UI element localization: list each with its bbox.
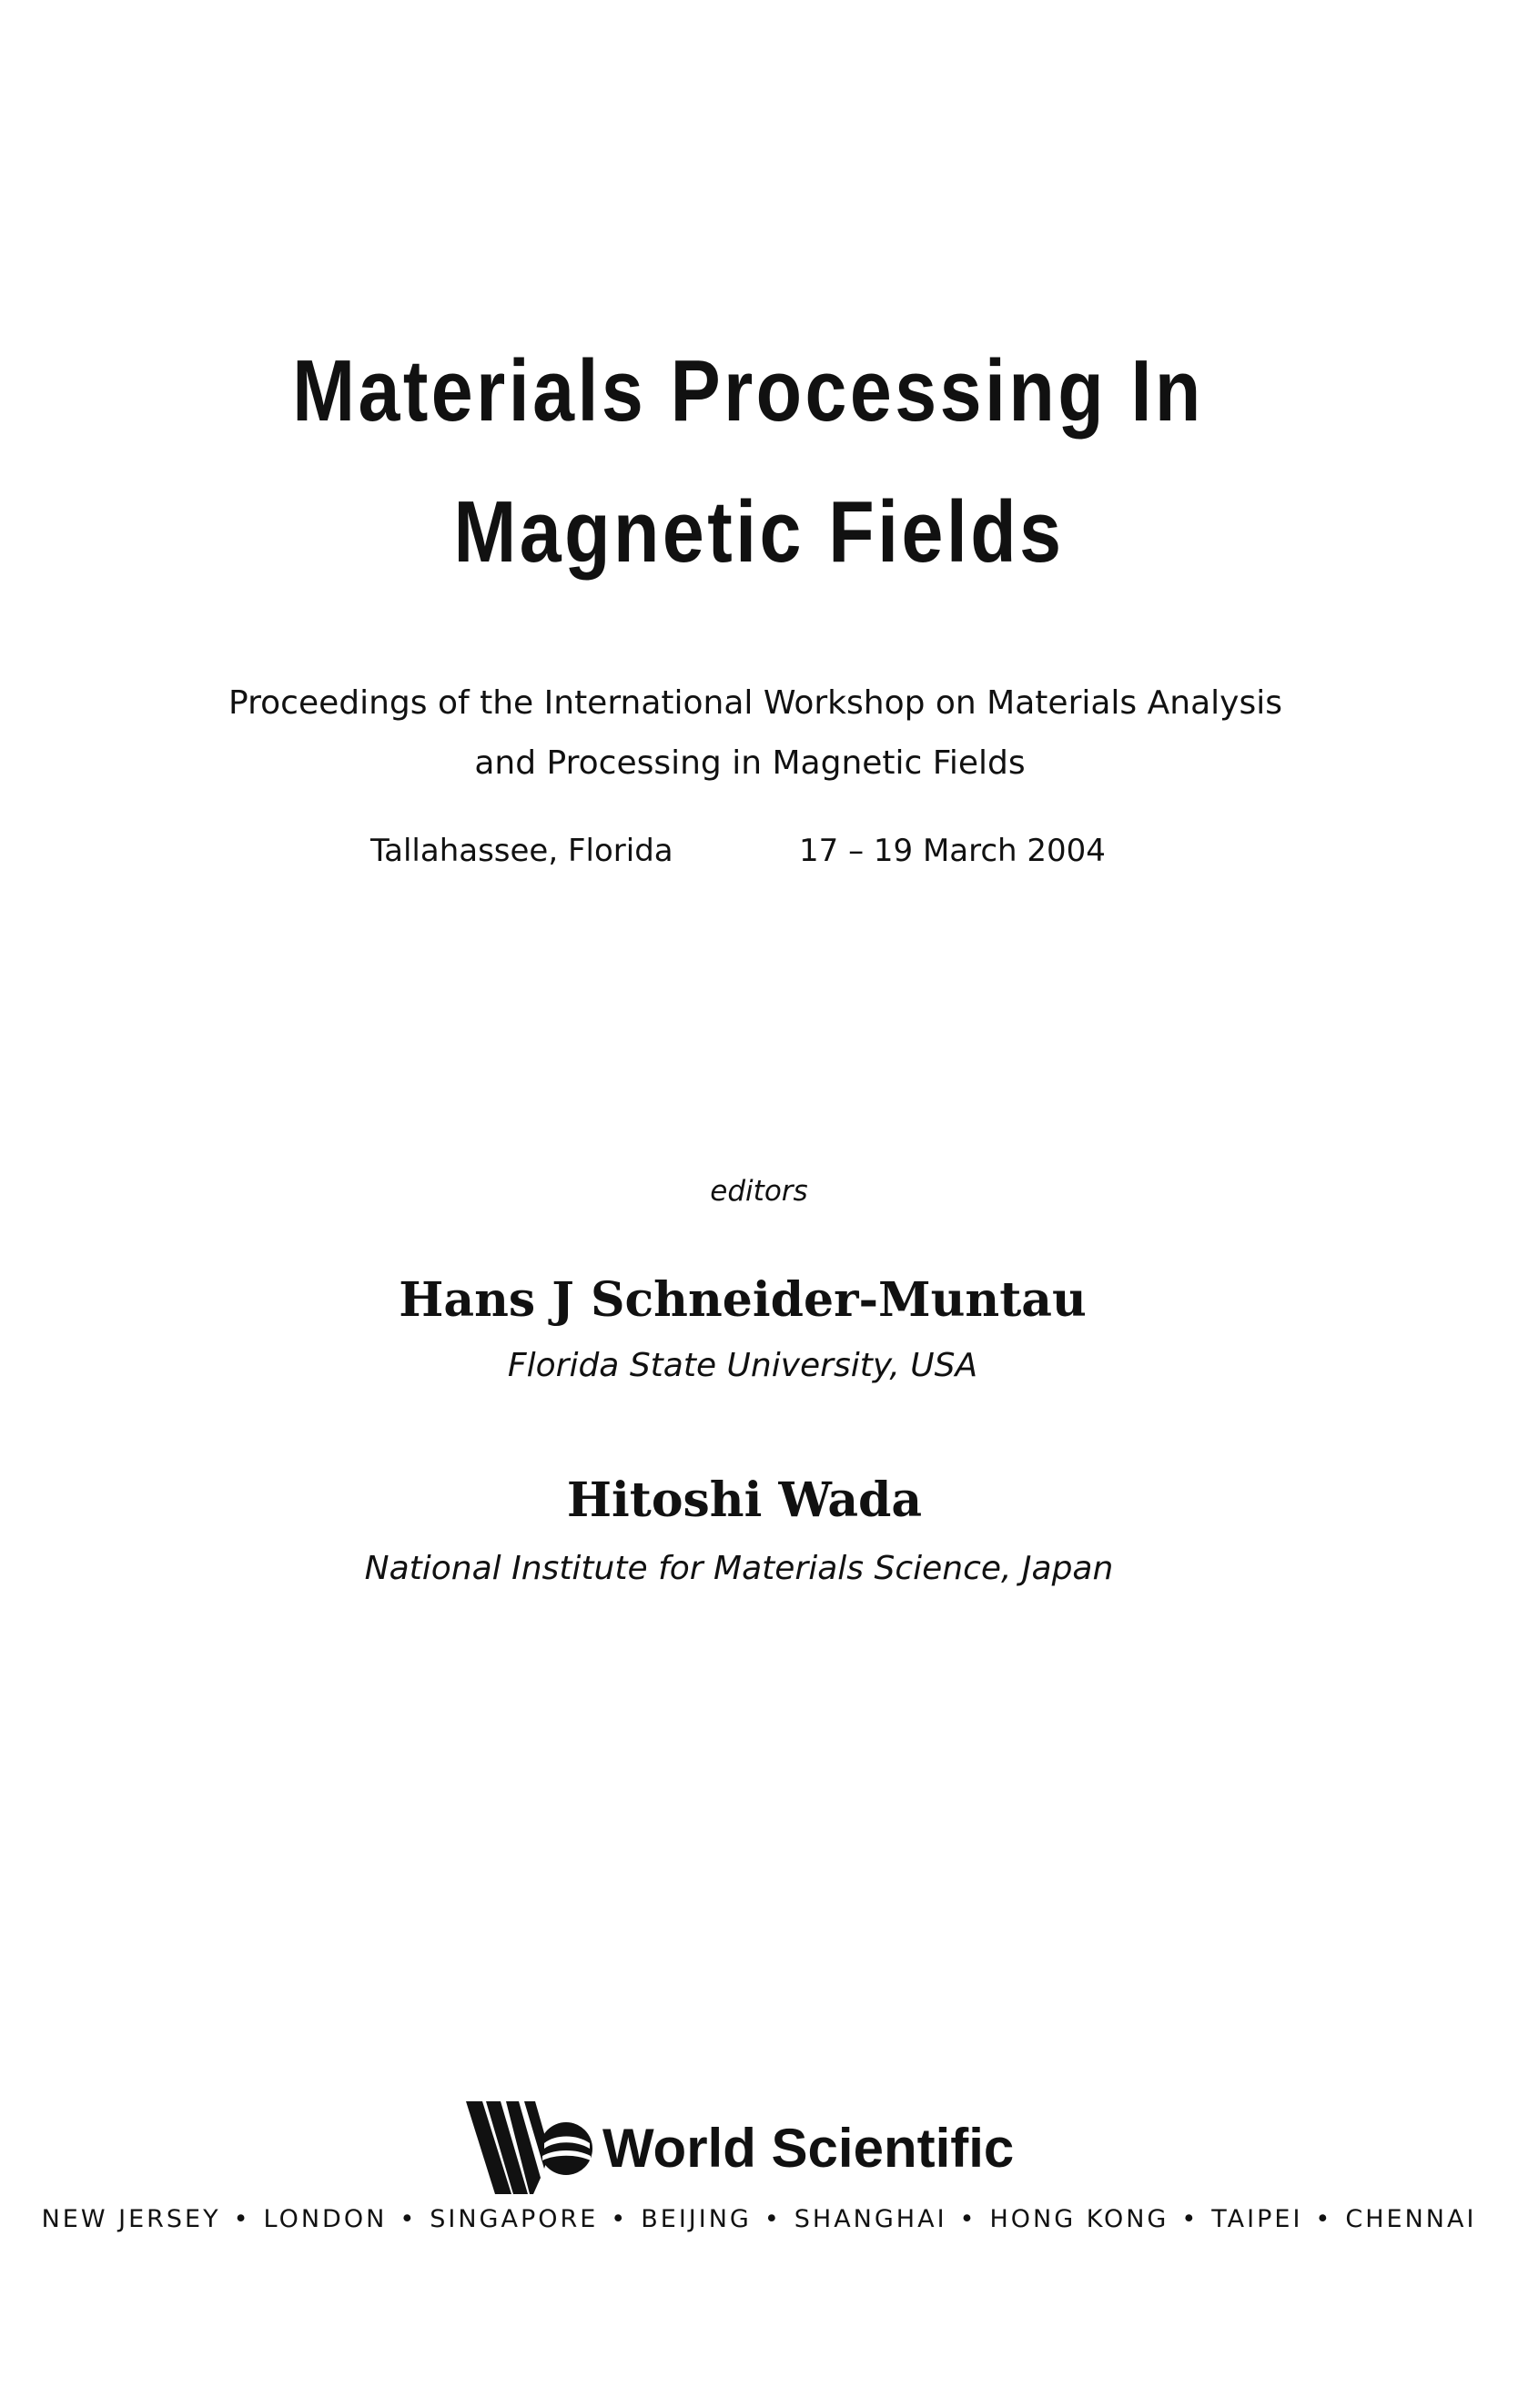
city-separator: • — [1181, 2205, 1199, 2233]
book-title-line-1: Materials Processing In — [292, 342, 1204, 440]
workshop-dates: 17 – 19 March 2004 — [799, 833, 1106, 869]
book-title-line-2: Magnetic Fields — [453, 483, 1065, 581]
city-separator: • — [764, 2205, 782, 2233]
city-name: TAIPEI — [1211, 2205, 1303, 2233]
editor-affiliation: Florida State University, USA — [507, 1347, 978, 1384]
city-name: SINGAPORE — [430, 2205, 599, 2233]
city-name: LONDON — [263, 2205, 388, 2233]
proceedings-subtitle-line-2: and Processing in Magnetic Fields — [474, 744, 1026, 782]
world-scientific-logo-icon — [464, 2098, 593, 2198]
city-name: SHANGHAI — [794, 2205, 947, 2233]
publisher-cities — [0, 2205, 1518, 2233]
city-separator: • — [233, 2205, 251, 2233]
publisher-block — [464, 2098, 1014, 2198]
city-name: CHENNAI — [1345, 2205, 1477, 2233]
city-separator: • — [959, 2205, 977, 2233]
workshop-location: Tallahassee, Florida — [370, 833, 673, 869]
city-separator: • — [1315, 2205, 1333, 2233]
city-name: NEW JERSEY — [41, 2205, 221, 2233]
city-name: HONG KONG — [989, 2205, 1169, 2233]
publisher-name: World Scientific — [602, 2117, 1015, 2179]
editor-name: Hitoshi Wada — [566, 1472, 923, 1528]
city-name: BEIJING — [641, 2205, 752, 2233]
editors-label: editors — [710, 1175, 808, 1208]
editor-name: Hans J Schneider-Muntau — [399, 1272, 1087, 1328]
editor-affiliation: National Institute for Materials Science, Japan — [364, 1550, 1114, 1587]
proceedings-subtitle-line-1: Proceedings of the International Workshop on Materials Analysis — [228, 684, 1282, 722]
city-separator: • — [400, 2205, 418, 2233]
city-separator: • — [611, 2205, 629, 2233]
